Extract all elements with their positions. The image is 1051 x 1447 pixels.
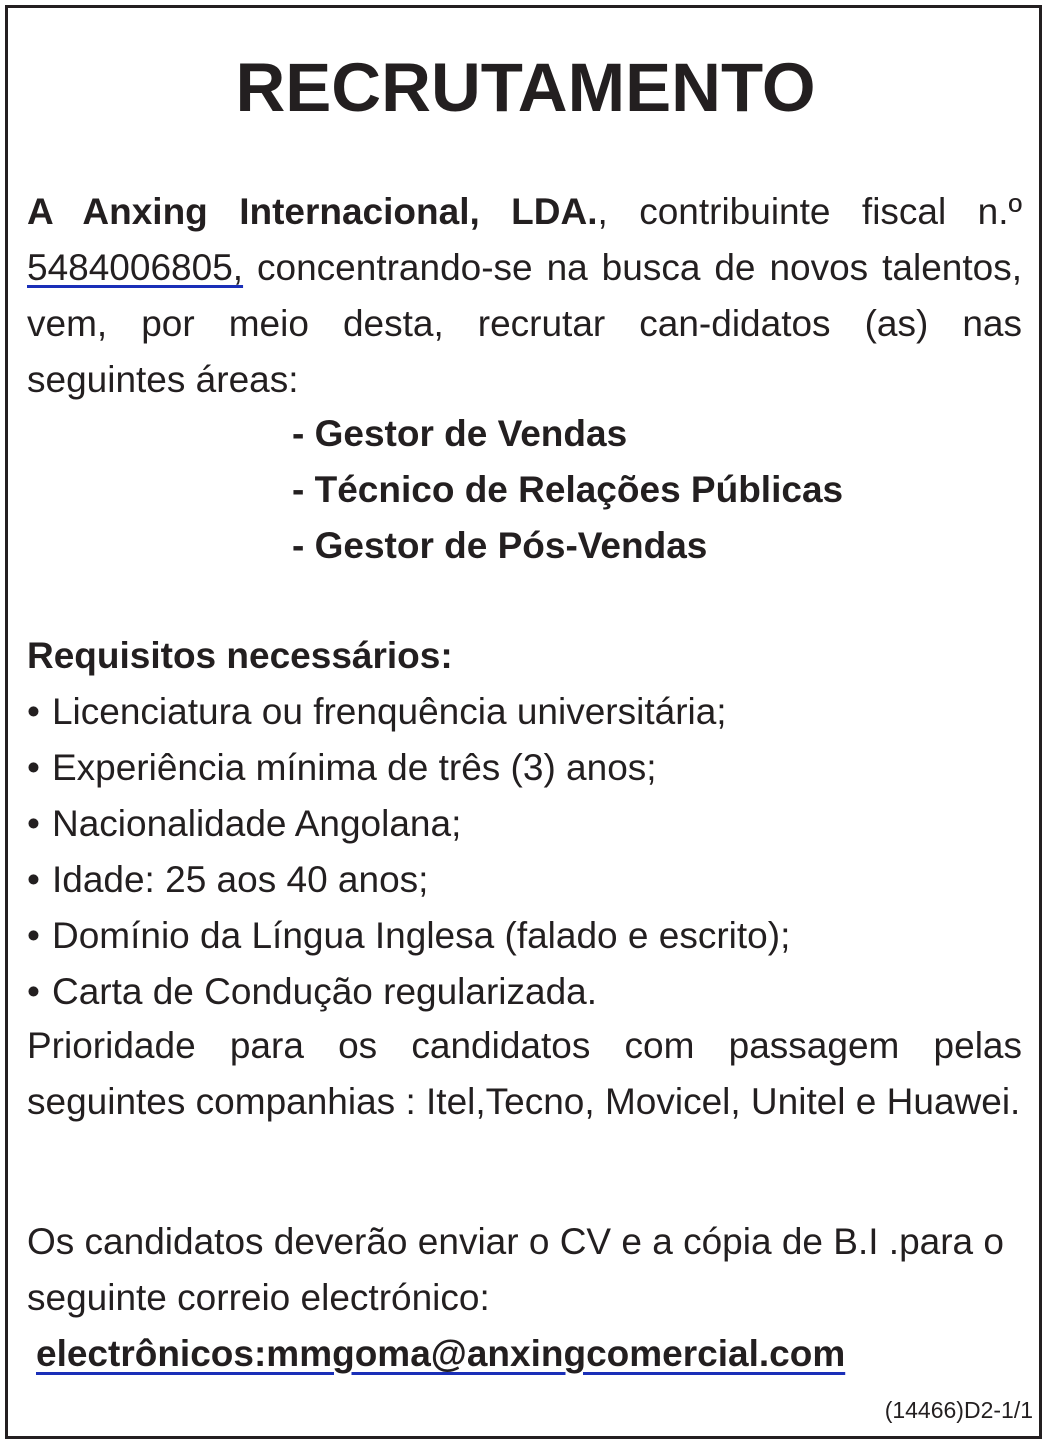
email-line xyxy=(36,1326,845,1382)
requirement-item: • Carta de Condução regularizada. xyxy=(27,964,790,1020)
requirements-title: Requisitos necessários: xyxy=(27,635,453,676)
area-item: - Gestor de Vendas xyxy=(292,413,628,454)
tax-number-link[interactable]: 5484006805, xyxy=(27,247,244,288)
requirement-item: • Domínio da Língua Inglesa (falado e escrito); xyxy=(27,908,790,964)
requirement-item: • Idade: 25 aos 40 anos; xyxy=(27,852,790,908)
requirement-item: • Nacionalidade Angolana; xyxy=(27,796,790,852)
send-instructions: Os candidatos deverão enviar o CV e a cópia de B.I .para o seguinte correio electrónico: xyxy=(27,1221,1004,1318)
requirements-list xyxy=(27,684,790,1020)
area-item: - Gestor de Pós-Vendas xyxy=(292,525,708,566)
priority-paragraph: Prioridade para os candidatos com passagem pelas seguintes companhias : Itel,Tecno, Movicel, Unitel e Huawei. xyxy=(27,1025,1022,1122)
email-link[interactable]: electrônicos:mmgoma@anxingcomercial.com xyxy=(36,1333,846,1374)
areas-list xyxy=(292,406,843,574)
requirement-item: • Licenciatura ou frenquência universitária; xyxy=(27,684,790,740)
company-name: A Anxing Internacional, LDA. xyxy=(27,191,598,232)
ad-reference: (14466)D2-1/1 xyxy=(884,1397,1033,1423)
page-title: RECRUTAMENTO xyxy=(235,49,816,126)
requirement-item: • Experiência mínima de três (3) anos; xyxy=(27,740,790,796)
intro-paragraph xyxy=(27,184,1022,408)
intro-text-2: concentrando-se na busca de novos talentos, vem, por meio desta, recrutar can-didatos (as) nas seguintes áreas: xyxy=(27,247,1022,400)
area-item: - Técnico de Relações Públicas xyxy=(292,469,844,510)
intro-text-1: , contribuinte fiscal n.º xyxy=(597,191,1022,232)
